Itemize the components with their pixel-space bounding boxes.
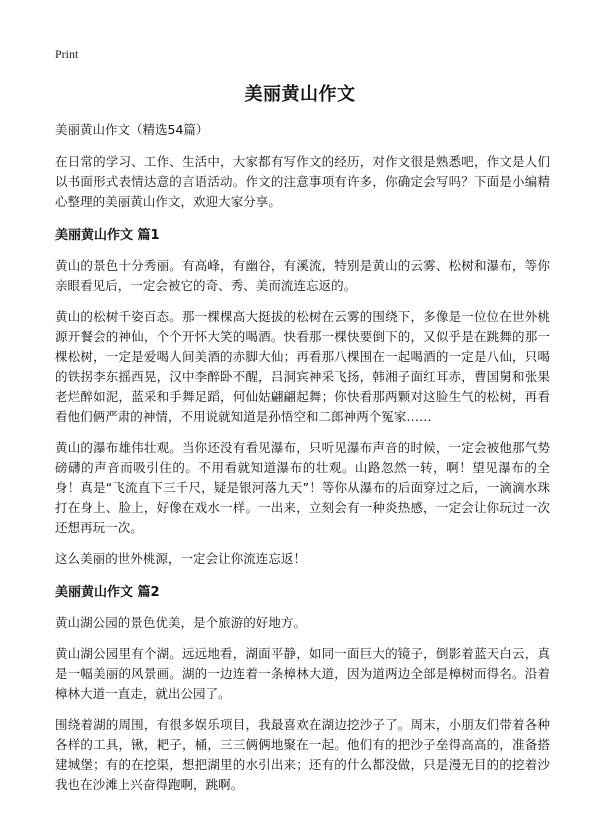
paragraph: 黄山湖公园里有个湖。远远地看，湖面平静，如同一面巨大的镜子，倒影着蓝天白云，真是一幅美丽的风景画。湖的一边连着一条樟林大道，因为道两边全部是樟树而得名。沿着樟林大道一直走，就出公园了。 [55, 646, 550, 701]
page-title: 美丽黄山作文 [244, 84, 356, 105]
paragraph: 这么美丽的世外桃源，一定会让你流连忘返！ [55, 551, 307, 566]
print-link[interactable]: Print [55, 47, 79, 61]
paragraph: 黄山的瀑布雄伟壮观。当你还没有看见瀑布，只听见瀑布声音的时候，一定会被他那气势磅礴的声音而吸引住的。不用看就知道瀑布的壮观。山路忽然一转，啊！望见瀑布的全身！真是“飞流直下三千尺，疑是银河落九天”！等你从瀑布的后面穿过之后，一滴滴水珠打在身上、脸上，好像在戏水一样。一出来，立刻会有一种炎热感，一定会让你玩过一次还想再玩一次。 [55, 440, 550, 535]
article-body [55, 120, 550, 806]
paragraph: 围绕着湖的周围，有很多娱乐项目，我最喜欢在湖边挖沙子了。周末，小朋友们带着各种各样的工具，锹，耙子，桶，三三俩俩地聚在一起。他们有的把沙子垒得高高的，准备搭建城堡；有的在挖渠，想把湖里的水引出来；还有的什么都没做，只是漫无目的的挖着沙我也在沙滩上兴奋得跑啊，跳啊。 [55, 717, 550, 792]
article-subtitle: 美丽黄山作文（精选54篇） [55, 122, 209, 137]
paragraph: 黄山的景色十分秀丽。有高峰，有幽谷，有溪流，特别是黄山的云雾、松树和瀑布，等你亲眼看见后，一定会被它的奇、秀、美而流连忘返的。 [55, 258, 550, 293]
intro-paragraph: 在日常的学习、工作、生活中，大家都有写作文的经历，对作文很是熟悉吧，作文是人们以书面形式表情达意的言语活动。作文的注意事项有许多，你确定会写吗？下面是小编精心整理的美丽黄山作文，欢迎大家分享。 [55, 154, 550, 209]
section-heading: 美丽黄山作文 篇1 [55, 228, 160, 243]
paragraph: 黄山湖公园的景色优美，是个旅游的好地方。 [55, 615, 307, 630]
section-heading: 美丽黄山作文 篇2 [55, 585, 160, 600]
paragraph: 黄山的松树千姿百态。那一棵棵高大挺拔的松树在云雾的围绕下，多像是一位位在世外桃源开餐会的神仙，个个开怀大笑的喝酒。快看那一棵快要倒下的，又似乎是在跳舞的那一棵松树，一定是爱喝人间美酒的赤脚大仙；再看那八棵围在一起喝酒的一定是八仙，只喝的铁拐李东摇西晃，汉中李醉卧不醒，吕洞宾神采飞扬，韩湘子面红耳赤，曹国舅和张果老烂醉如泥，蓝采和手舞足蹈，何仙姑翩翩起舞；你快看那两颗对这脸生气的松树，再看看他们俩严肃的神情，不用说就知道是孙悟空和二郎神两个冤家…… [55, 309, 550, 424]
section-1 [55, 226, 550, 569]
section-2 [55, 583, 550, 795]
